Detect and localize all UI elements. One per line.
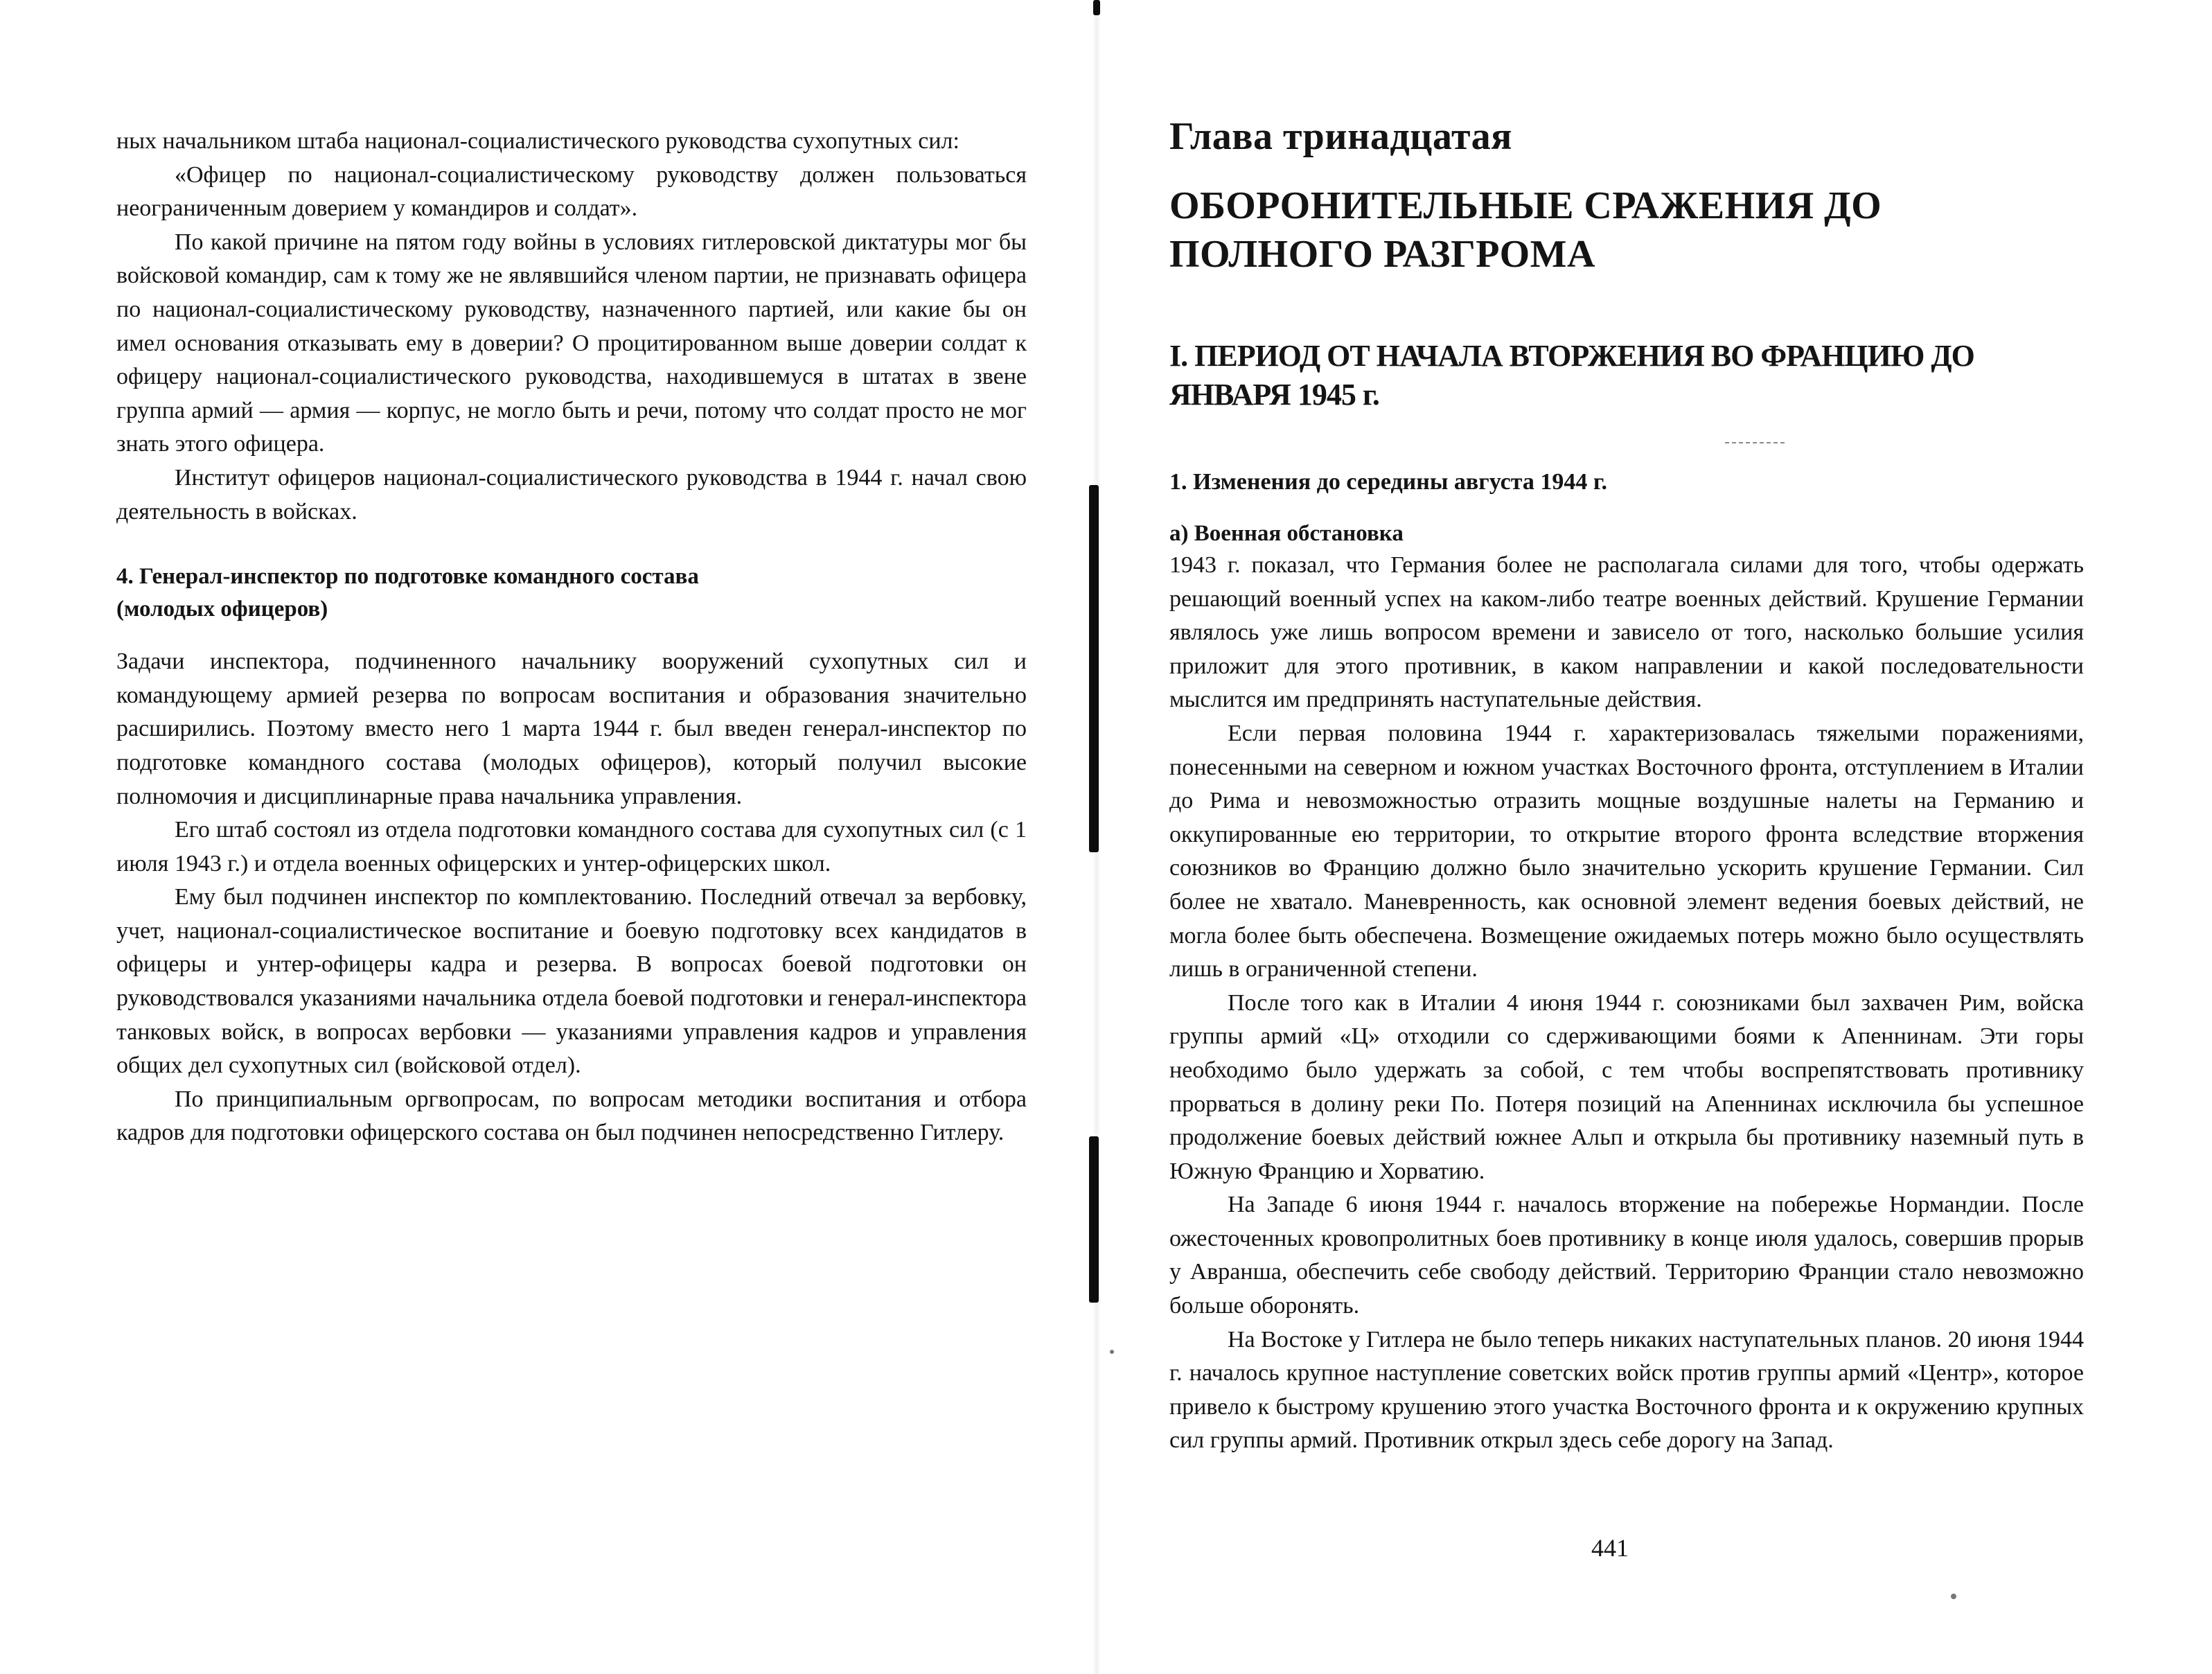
section-title-line1: I. ПЕРИОД ОТ НАЧАЛА ВТОРЖЕНИЯ ВО ФРАНЦИЮ ДО: [1169, 339, 1974, 373]
paragraph: После того как в Италии 4 июня 1944 г. союзниками был захвачен Рим, войска группы армий «Ц» отходили со сдерживающими боями к Апеннинам. Эти горы необходимо было удержать за собой, с тем чтобы воспрепятствовать противнику прорваться в долину реки По. Потеря позиций на Апеннинах исключила бы успешное продолжение боевых действий южнее Альп и открыла бы противнику наземный путь в Южную Францию и Хорватию.: [1169, 989, 2084, 1184]
page-number: 441: [1591, 1534, 1629, 1562]
paragraph: 1943 г. показал, что Германия более не располагала силами для того, чтобы одержать решающий военный успех на каком-либо театре военных действий. Крушение Германии являлось уже лишь вопросом времени и зависело от того, насколько большие усилия приложит для этого противник, в каком направлении и какой последовательности мыслится им предпринять наступательные действия.: [1169, 552, 2084, 713]
paragraph: Его штаб состоял из отдела подготовки командного состава для сухопутных сил (с 1 июля 1943 г.) и отдела военных офицерских и унтер-офицерских школ.: [116, 817, 1027, 876]
left-paragraphs-top: [116, 125, 1027, 529]
chapter-label: Глава тринадцатая: [1169, 115, 1512, 158]
section-heading-line1: 4. Генерал-инспектор по подготовке командного состава: [116, 564, 699, 590]
paragraph: На Западе 6 июня 1944 г. началось вторжение на побережье Нормандии. После ожесточенных кровопролитных боев противнику в конце июля удалось, совершив прорыв у Авранша, обеспечить себе свободу действий. Территорию Франции стало невозможно больше оборонять.: [1169, 1192, 2084, 1319]
right-text-column: [1169, 112, 2084, 1458]
chapter-title-line2: ПОЛНОГО РАЗГРОМА: [1169, 233, 1595, 276]
left-paragraphs-bottom: [116, 645, 1027, 1150]
scan-speck: [1110, 1350, 1114, 1354]
right-paragraphs: [1169, 549, 2084, 1458]
left-text-column: [116, 125, 1027, 1150]
paragraph-title: а) Военная обстановка: [1169, 521, 1404, 546]
paragraph: ных начальником штаба национал-социалистического руководства сухопутных сил:: [116, 128, 959, 154]
section-heading-line2: (молодых офицеров): [116, 597, 328, 622]
scan-artifact-top: [1093, 0, 1100, 15]
right-page: [1106, 0, 2212, 1674]
section-title: [1169, 337, 2084, 414]
paragraph: По принципиальным оргвопросам, по вопросам методики воспитания и отбора кадров для подготовки офицерского состава он был подчинен непосредственно Гитлеру.: [116, 1086, 1027, 1146]
chapter-title-line1: ОБОРОНИТЕЛЬНЫЕ СРАЖЕНИЯ ДО: [1169, 184, 1882, 227]
paragraph: Институт офицеров национал-социалистического руководства в 1944 г. начал свою деятельность в войсках.: [116, 464, 1027, 525]
section-title-line2: ЯНВАРЯ 1945 г.: [1169, 378, 1379, 412]
chapter-title: [1169, 182, 2084, 279]
scan-artifact-bar: [1089, 1136, 1099, 1303]
subsection-title: 1. Изменения до середины августа 1944 г.: [1169, 469, 1607, 495]
paragraph: «Офицер по национал-социалистическому руководству должен пользоваться неограниченным доверием у командиров и солдат».: [116, 161, 1027, 222]
scan-artifact-bar: [1089, 485, 1099, 852]
paragraph: По какой причине на пятом году войны в условиях гитлеровской диктатуры мог бы войсковой командир, сам к тому же не являвшийся членом партии, не признавать офицера по национал-социалистическому руководству, назначенного партией, или какие бы он имел основания отказывать ему в доверии? О процитированном выше доверии солдат к офицеру национал-социалистического руководства, находившемуся в штатах в звене группа армий — армия — корпус, не могло быть и речи, потому что солдат просто не мог знать этого офицера.: [116, 229, 1027, 457]
paragraph: Если первая половина 1944 г. характеризовалась тяжелыми поражениями, понесенными на северном и южном участках Восточного фронта, отступлением в Италии до Рима и невозможностью отразить мощные воздушные налеты на Германию и оккупированные ею территории, то открытие второго фронта вследствие вторжения союзников во Францию должно было значительно ускорить крушение Германии. Сил более не хватало. Маневренность, как основной элемент ведения боевых действий, не могла более быть обеспечена. Возмещение ожидаемых потерь можно было осуществлять лишь в ограниченной степени.: [1169, 720, 2084, 983]
section-heading-general-inspector: [116, 561, 1027, 626]
scan-speck: [1951, 1594, 1956, 1599]
paragraph: Ему был подчинен инспектор по комплектованию. Последний отвечал за вербовку, учет, национал-социалистическое воспитание и боевую подготовку всех кандидатов в офицеры и унтер-офицеры кадра и резерва. В вопросах боевой подготовки он руководствовался указаниями начальника отдела боевой подготовки и генерал-инспектора танковых войск, в вопросах вербовки — указаниями управления кадров и управления общих дел сухопутных сил (войсковой отдел).: [116, 884, 1027, 1079]
scan-artifact-dash: [1725, 442, 1785, 443]
paragraph: На Востоке у Гитлера не было теперь никаких наступательных планов. 20 июня 1944 г. началось крупное наступление советских войск против группы армий «Центр», которое привело к быстрому крушению этого участка Восточного фронта и к окружению крупных сил группы армий. Противник открыл здесь себе дорогу на Запад.: [1169, 1326, 2084, 1454]
paragraph: Задачи инспектора, подчиненного начальнику вооружений сухопутных сил и командующему армией резерва по вопросам воспитания и образования значительно расширились. Поэтому вместо него 1 марта 1944 г. был введен генерал-инспектор по подготовке командного состава (молодых офицеров), который получил высокие полномочия и дисциплинарные права начальника управления.: [116, 649, 1027, 809]
